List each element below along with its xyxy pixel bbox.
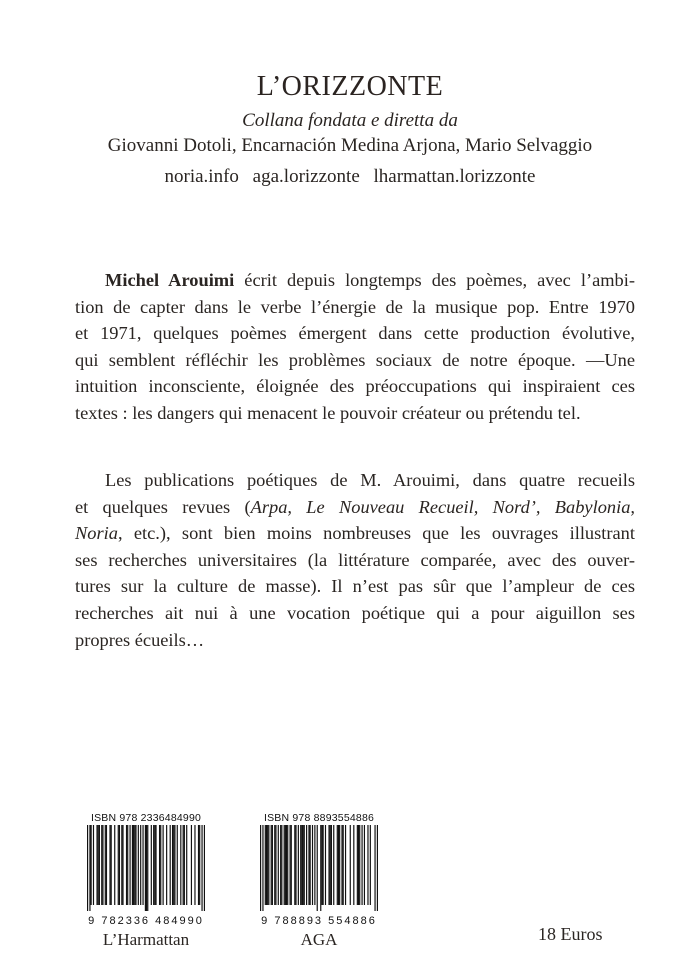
barcode-bar xyxy=(333,825,334,905)
barcode-bar xyxy=(118,825,119,905)
barcode-bar xyxy=(306,825,307,905)
text-line: et quelques revues (Arpa, Le Nouveau Recueil, Nord’, Babylonia, xyxy=(75,496,635,517)
barcode-bar xyxy=(266,825,267,905)
barcode-bar xyxy=(129,825,130,905)
barcode-bar xyxy=(133,825,134,905)
barcode-bars xyxy=(260,825,378,911)
barcode-bar xyxy=(343,825,344,905)
barcode-bar xyxy=(114,825,115,905)
barcode-bar xyxy=(199,825,200,905)
barcode-bar xyxy=(174,825,175,905)
barcode-bar xyxy=(140,825,141,905)
series-links xyxy=(0,164,700,189)
barcode-bar xyxy=(274,825,275,905)
barcode-bar xyxy=(153,825,154,905)
text-line: recherches ait nui à une vocation poétique qui a pour aiguillon ses xyxy=(75,602,635,623)
barcode-bar xyxy=(121,825,122,905)
barcode-bar xyxy=(367,825,368,905)
barcode-harmattan xyxy=(86,812,206,950)
barcode-bar xyxy=(265,825,266,905)
barcode-bar xyxy=(314,825,315,905)
series-directors: Giovanni Dotoli, Encarnación Medina Arjona, Mario Selvaggio xyxy=(107,135,593,156)
barcode-bar xyxy=(281,825,282,905)
barcode-bar xyxy=(339,825,340,905)
barcode-bar xyxy=(359,825,360,905)
barcode-bar xyxy=(358,825,359,905)
barcode-bar xyxy=(184,825,185,905)
barcode-bar xyxy=(285,825,286,905)
isbn-label: ISBN 978 2336484990 xyxy=(90,812,202,824)
barcode-bar xyxy=(87,825,88,911)
series-header xyxy=(0,70,700,189)
barcode-bar xyxy=(357,825,358,905)
barcode-bar xyxy=(173,825,174,905)
barcode-bar xyxy=(295,825,296,905)
author-name: Michel Arouimi xyxy=(105,270,235,290)
barcode-bar xyxy=(126,825,127,905)
barcode-bar xyxy=(278,825,279,905)
barcode-bar xyxy=(166,825,167,905)
barcode-bar xyxy=(370,825,371,905)
barcode-bar xyxy=(286,825,287,905)
barcode-bar xyxy=(93,825,94,905)
text-line: Noria, etc.), sont bien moins nombreuses que les ouvrages illustrant xyxy=(75,523,635,544)
barcode-bar xyxy=(102,825,103,905)
barcode-bar xyxy=(111,825,112,905)
barcode-bar xyxy=(272,825,273,905)
barcode-bar xyxy=(298,825,299,905)
barcode-bar xyxy=(177,825,178,905)
barcode-bar xyxy=(331,825,332,905)
barcode-bar xyxy=(191,825,192,905)
text-line: tion de capter dans le verbe l’énergie de la musique pop. Entre 1970 xyxy=(75,296,635,317)
barcode-bar xyxy=(101,825,102,905)
barcode-bar xyxy=(287,825,288,905)
text-line: et 1971, quelques poèmes émergent dans cette production évolutive, xyxy=(75,323,635,344)
barcode-bar xyxy=(138,825,139,905)
barcode-bar xyxy=(353,825,354,905)
text-line: Les publications poétiques de M. Arouimi, dans quatre recueils xyxy=(105,470,635,490)
barcode-bar xyxy=(89,825,90,911)
barcode-bar xyxy=(262,825,263,911)
barcode-bar xyxy=(308,825,309,905)
barcode-bar xyxy=(260,825,261,911)
barcode-bars xyxy=(87,825,205,911)
barcode-bar xyxy=(99,825,100,905)
barcode-bar xyxy=(267,825,268,905)
barcode-bar xyxy=(186,825,187,905)
barcode-bar xyxy=(96,825,97,905)
barcode-bar xyxy=(328,825,329,905)
barcode-bar xyxy=(154,825,155,905)
barcode-bar xyxy=(119,825,120,905)
barcode-bar xyxy=(374,825,375,911)
barcode-bar xyxy=(301,825,302,905)
publisher-name: L’Harmattan xyxy=(102,930,190,949)
barcode-bar xyxy=(155,825,156,905)
link-noria[interactable]: noria.info xyxy=(164,166,239,187)
text-line: Michel Arouimi écrit depuis longtemps des poèmes, avec l’ambi- xyxy=(105,270,635,290)
barcode-bar xyxy=(300,825,301,905)
barcode-bar xyxy=(132,825,133,905)
barcode-bar xyxy=(109,825,110,905)
barcode-bar xyxy=(127,825,128,905)
barcode-bar xyxy=(146,825,147,911)
barcode-bar xyxy=(350,825,351,905)
barcode-bar xyxy=(198,825,199,905)
link-aga[interactable]: aga.lorizzonte xyxy=(252,166,360,187)
barcode-bar xyxy=(194,825,195,905)
series-title: L’ORIZZONTE xyxy=(256,71,444,102)
barcode-bar xyxy=(321,825,322,905)
text-line: qui semblent réfléchir les problèmes sociaux de notre époque. —Une xyxy=(75,349,635,370)
barcode-bar xyxy=(304,825,305,905)
barcode-bar xyxy=(204,825,205,911)
barcode-bar xyxy=(105,825,106,905)
barcode-bar xyxy=(310,825,311,905)
price: 18 Euros xyxy=(538,924,603,944)
isbn-label: ISBN 978 8893554886 xyxy=(263,812,375,824)
series-subtitle: Collana fondata e diretta da xyxy=(242,110,458,131)
barcode-bar xyxy=(183,825,184,905)
text-line: textes : les dangers qui menacent le pouvoir créateur ou prétendu tel. xyxy=(75,402,581,423)
barcode-bar xyxy=(294,825,295,905)
barcode-bar xyxy=(302,825,303,905)
barcode-bar xyxy=(377,825,378,911)
text-line: tures sur la culture de masse). Il n’est pas sûr que l’ampleur de ces xyxy=(75,576,635,597)
barcode-bar xyxy=(284,825,285,905)
barcode-bar xyxy=(320,825,321,911)
barcode-bar xyxy=(337,825,338,905)
barcode-bar xyxy=(268,825,269,905)
barcode-bar xyxy=(91,825,92,905)
barcode-digits: 9 782336 484990 xyxy=(88,915,204,927)
barcode-bar xyxy=(275,825,276,905)
barcode-bar xyxy=(147,825,148,911)
barcode-aga xyxy=(259,812,379,950)
barcode-bar xyxy=(135,825,136,905)
barcode-bar xyxy=(345,825,346,905)
barcode-bar xyxy=(151,825,152,905)
barcode-bar xyxy=(323,825,324,905)
link-lharmattan[interactable]: lharmattan.lorizzonte xyxy=(373,166,536,187)
text-line: ses recherches universitaires (la littérature comparée, avec des ouver- xyxy=(75,549,635,570)
barcode-bar xyxy=(163,825,164,905)
barcode-bar xyxy=(170,825,171,905)
text-line: intuition inconsciente, éloignée des préoccupations qui inspiraient ces xyxy=(75,376,635,397)
text-line: propres écueils… xyxy=(75,629,205,650)
barcode-bar xyxy=(201,825,202,911)
publisher-name: AGA xyxy=(300,930,338,949)
barcode-bar xyxy=(325,825,326,905)
barcode-bar xyxy=(98,825,99,905)
barcode-bar xyxy=(330,825,331,905)
author-paragraph xyxy=(75,267,635,427)
barcode-bar xyxy=(338,825,339,905)
barcode-bar xyxy=(122,825,123,905)
barcode-bar xyxy=(361,825,362,905)
barcode-bar xyxy=(271,825,272,905)
barcode-bar xyxy=(180,825,181,905)
barcode-digits: 9 788893 554886 xyxy=(261,915,377,927)
barcode-bar xyxy=(172,825,173,905)
barcode-bar xyxy=(145,825,146,911)
barcode-bar xyxy=(341,825,342,905)
barcode-bar xyxy=(364,825,365,905)
barcode-bar xyxy=(317,825,318,911)
barcode-bar xyxy=(106,825,107,905)
publications-paragraph xyxy=(75,467,635,653)
barcode-bar xyxy=(312,825,313,905)
barcode-bar xyxy=(290,825,291,905)
barcode-bar xyxy=(159,825,160,905)
barcode-bar xyxy=(291,825,292,905)
barcode-bar xyxy=(134,825,135,905)
barcode-bar xyxy=(160,825,161,905)
barcode-bar xyxy=(280,825,281,905)
barcode-bar xyxy=(142,825,143,905)
